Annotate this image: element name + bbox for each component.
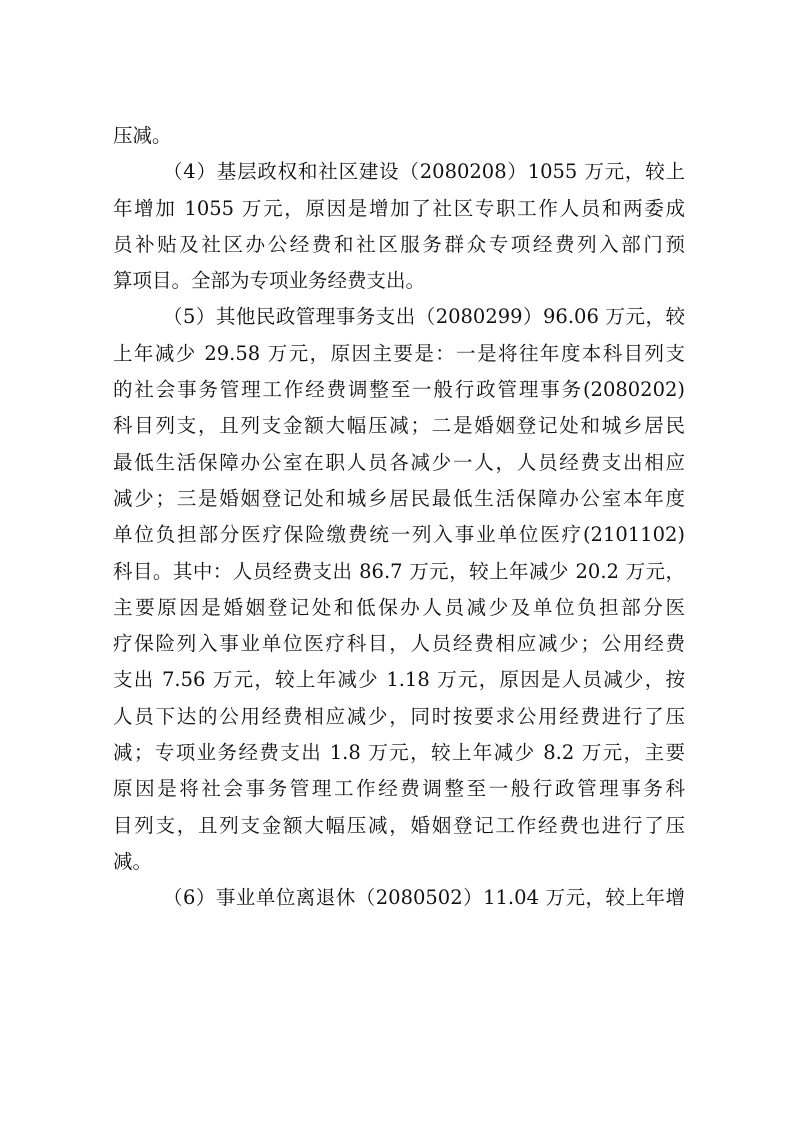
text-line: 最低生活保障办公室在职人员各减少一人，人员经费支出相应	[113, 450, 685, 474]
text-line: 减少；三是婚姻登记处和城乡居民最低生活保障办公室本年度	[113, 486, 685, 510]
text-line: 上年减少 29.58 万元，原因主要是：一是将往年度本科目列支	[113, 341, 685, 365]
text-line: 原因是将社会事务管理工作经费调整至一般行政管理事务科	[113, 777, 685, 801]
text-line: 的社会事务管理工作经费调整至一般行政管理事务(2080202)	[113, 378, 685, 402]
text-line: 目列支，且列支金额大幅压减，婚姻登记工作经费也进行了压	[113, 813, 685, 837]
text-line: 年增加 1055 万元，原因是增加了社区专职工作人员和两委成	[113, 196, 685, 220]
text-line: 主要原因是婚姻登记处和低保办人员减少及单位负担部分医	[113, 595, 685, 619]
text-line: 减。	[113, 849, 153, 873]
text-line: （4）基层政权和社区建设（2080208）1055 万元，较上	[163, 160, 685, 184]
body-text	[113, 118, 685, 917]
text-line: 人员下达的公用经费相应减少，同时按要求公用经费进行了压	[113, 704, 685, 728]
text-line: 疗保险列入事业单位医疗科目，人员经费相应减少；公用经费	[113, 632, 685, 656]
text-line: （5）其他民政管理事务支出（2080299）96.06 万元，较	[163, 305, 685, 329]
text-line: 科目。其中：人员经费支出 86.7 万元，较上年减少 20.2 万元，	[113, 559, 685, 583]
text-line: 减；专项业务经费支出 1.8 万元，较上年减少 8.2 万元，主要	[113, 741, 685, 765]
text-line: 算项目。全部为专项业务经费支出。	[113, 269, 426, 293]
text-line: 支出 7.56 万元，较上年减少 1.18 万元，原因是人员减少，按	[113, 668, 685, 692]
text-line: 单位负担部分医疗保险缴费统一列入事业单位医疗(2101102)	[113, 523, 685, 547]
text-line: 员补贴及社区办公经费和社区服务群众专项经费列入部门预	[113, 232, 685, 256]
text-line: 科目列支，且列支金额大幅压减；二是婚姻登记处和城乡居民	[113, 414, 685, 438]
text-line: （6）事业单位离退休（2080502）11.04 万元，较上年增	[163, 886, 685, 910]
text-line: 压减。	[113, 124, 172, 147]
